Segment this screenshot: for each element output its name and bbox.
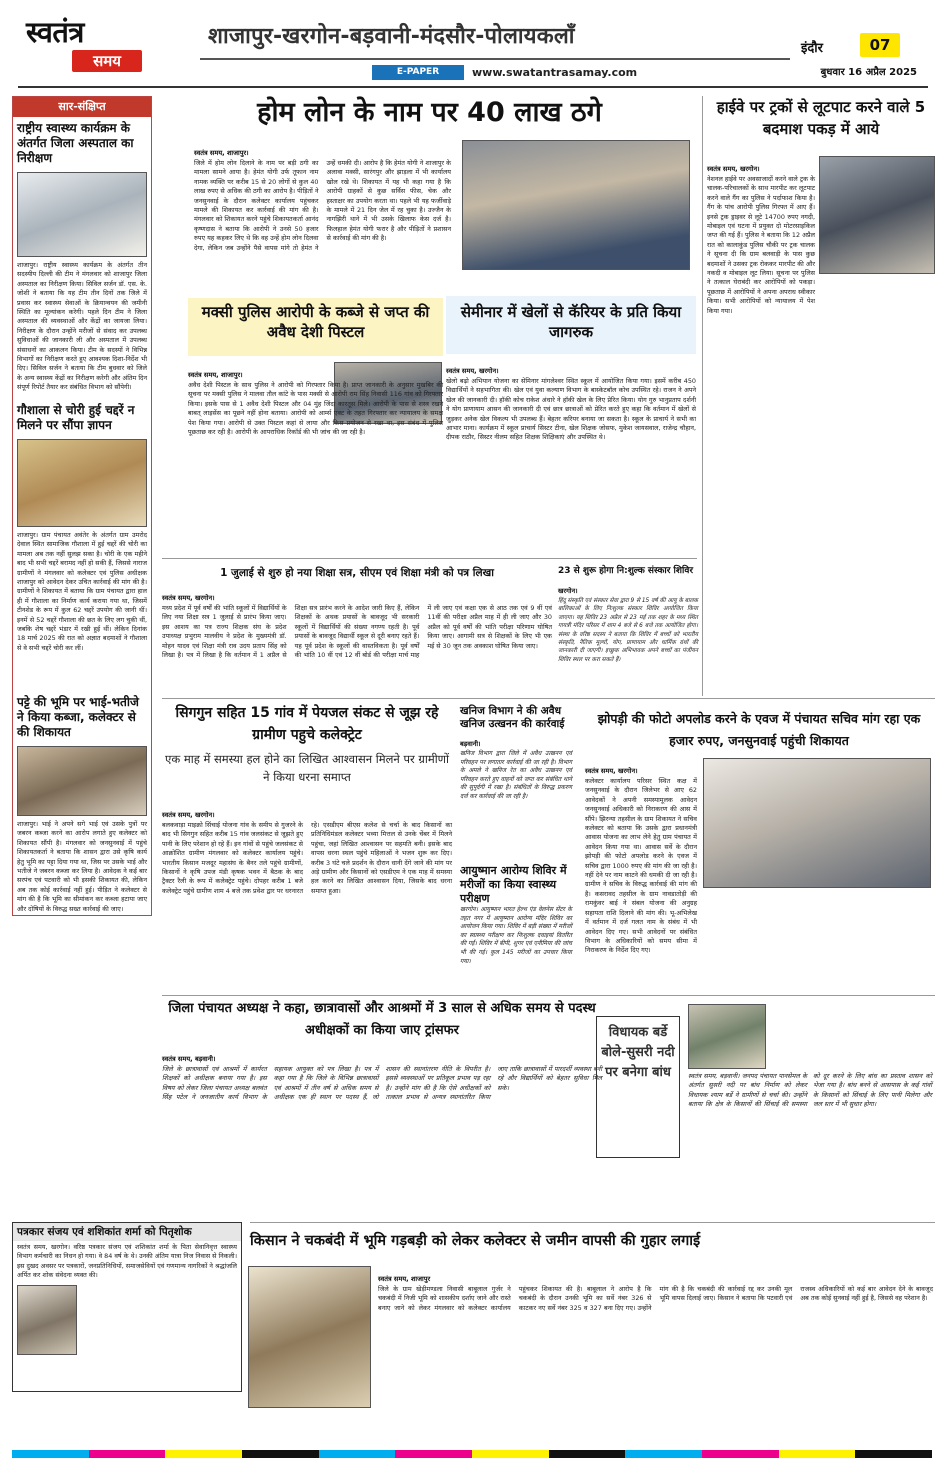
panchayat-byline: स्वतंत्र समय, बड़वानी। <box>162 1055 216 1063</box>
obituary-photo <box>17 1285 77 1355</box>
logo <box>26 16 146 76</box>
camp-byline: खरगोन। <box>558 587 578 595</box>
highway-photo <box>819 156 935 274</box>
mining-headline: खनिज विभाग ने की अवैध खनिज उत्खनन की कार्रवाई <box>460 705 565 730</box>
sidebar-story1-text: शाजापुर। राष्ट्रीय स्वास्थ्य कार्यक्रम के अंतर्गत तीन सदस्यीय दिल्ली की टीम ने मंगलवार को शाजापुर जिला अस्पताल का निरीक्षण किया। सिविल सर्जन डॉ. एस. के. जोशी ने बताया कि यह टीम तीन दिनों तक जिले में प्रवास कर स्वास्थ्य सेवाओं के क्रियान्वयन की जमीनी स्थिति का मूल्यांकन करेगी। पहले दिन टीम ने जिला अस्पताल की व्यवस्थाओं और केंद्रों का जायजा लिया। निरीक्षण के दौरान उन्होंने मरीजों से संवाद कर उपलब्ध सुविधाओं की जानकारी ली और अस्पताल में उपलब्ध संसाधनों का आकलन किया। टीम के सदस्यों ने विभिन्न विभागों का निरीक्षण करते हुए आवश्यक दिशा-निर्देश भी दिए। सिविल सर्जन ने बताया कि टीम बुधवार को जिले के अन्य स्वास्थ्य केंद्रों का निरीक्षण करेगी और अंतिम दिन संपूर्ण रिपोर्ट तैयार कर संबंधित विभाग को सौंपेगी। <box>17 261 147 392</box>
school-text: मध्य प्रदेश में पूर्व वर्षों की भांति स्कूलों में विद्यार्थियों के लिए नया शिक्षा सत्र 1 जुलाई से प्रारंभ किया जाए। इस आशय का पत्र राज्य शिक्षक संघ के प्रदेश उपाध्यक्ष प्रभुराम मालवीय ने प्रदेश के मुख्यमंत्री डॉ. मोहन यादव एवं शिक्षा मंत्री राव उदय प्रताप सिंह को लिखा है। पत्र में लिखा है कि वर्तमान में 1 अप्रैल से शिक्षा सत्र प्रारंभ करने के आदेश जारी किए हैं, लेकिन शिक्षकों के अथक प्रयासों के बावजूद भी सरकारी स्कूलों में विद्यार्थियों की संख्या नगण्य रहती है। पूर्व प्रयासों के बावजूद विद्यार्थी स्कूल से दूरी बनाए रहते हैं। यह पूर्व प्रदेश के स्कूलों की वास्तविकता है। पूर्व वर्षों की भांति 10 वीं एवं 12 वीं बोर्ड की परीक्षा मार्च माह में ली जाए एवं कक्षा एक से आठ तक एवं 9 वीं एवं 11वीं की परीक्षा अप्रैल माह में ही ली जाए और 30 अप्रैल को पूर्व वर्षों की भांति परीक्षा परिणाम घोषित किया जाए। आगामी सत्र से शिक्षकों के लिए भी एक मई से 30 जून तक अवकाश घोषित किया जाए। <box>162 604 552 660</box>
panchayat-headline: जिला पंचायत अध्यक्ष ने कहा, छात्रावासों और आश्रमों में 3 साल से अधिक समय से पदस्थ अधीक्षकों का किया जाए ट्रांसफर <box>168 1001 596 1038</box>
sidebar-story1-headline: राष्ट्रीय स्वास्थ्य कार्यक्रम के अंतर्गत जिला अस्पताल का निरीक्षण <box>17 121 134 165</box>
lead-text: जिले में होम लोन दिलाने के नाम पर बड़ी ठगी का मामला सामने आया है। हेमंत योगी उर्फ तूफान नाम नामक व्यक्ति पर करीब 15 से 20 लोगों से कुल 40 लाख रुपए से अधिक की ठगी का आरोप है। पीड़ितों ने जनसुनवाई के दौरान कलेक्टर कार्यालय पहुंचकर मामले की शिकायत कर कार्रवाई की मांग की है। मंगलवार को शिकायत करने पहुंचे शिकायतकर्ता आनंद कृष्णदास ने बताया कि आरोपी ने उनसे 50 हजार रुपए यह कहकर लिए थे कि वह उन्हें होम लोन दिलवा देगा, लेकिन जब उन्होंने पैसे वापस मांगे तो हेमंत ने उन्हें धमकी दी। आरोप है कि हेमंत योगी ने शाजापुर के अलावा मक्सी, सारंगपुर और झाड़ला में भी कार्यालय खोल रखे थे। शिकायत में यह भी कहा गया है कि आरोपी ग्राहकों से कुछ सर्विस फीस, चेक और हस्ताक्षर का उपयोग करता था। पहले भी यह फर्जीवाड़े के मामले में 21 दिन जेल में रह चुका है। उज्जैन के नागझिरी थाने में भी उसके खिलाफ केस दर्ज है। फिलहाल हेमंत योगी फरार है और पीड़ितों ने प्रशासन से कार्रवाई की मांग की है। <box>194 159 451 252</box>
pistol-headline-box <box>188 298 443 356</box>
hut-photo-text-cont <box>703 892 931 982</box>
water-byline: स्वतंत्र समय, खरगोन। <box>162 811 215 819</box>
obituary <box>12 1222 242 1392</box>
seminar-headline: सेमीनार में खेलों से कॅरियर के प्रति किया जागरुक <box>460 303 682 341</box>
color-calibration-bar <box>12 1450 932 1458</box>
school-story <box>162 565 552 690</box>
pistol-headline: मक्सी पुलिस आरोपी के कब्जे से जप्त की अवैध देशी पिस्टल <box>201 303 430 341</box>
sidebar-section-title: सार-संक्षिप्त <box>58 100 106 113</box>
divider-1 <box>702 96 703 696</box>
obituary-text: स्वतंत्र समय, खरगोन। वरिष्ठ पत्रकार संजय एवं शशिकांत शर्मा के पिता सेवानिवृत्त स्वास्थ्य विभाग कर्मचारी का निधन हो गया। वे 84 वर्ष के थे। उनकी अंतिम यात्रा निज निवास से निकली। इस दुखद अवसर पर पत्रकारों, जनप्रतिनिधियों, समाजसेवियों एवं गणमान्य नागरिकों ने श्रद्धांजलि अर्पित कर शोक संवेदना व्यक्त की। <box>17 1243 237 1280</box>
epaper-badge <box>372 65 464 80</box>
dam-quote: विधायक बर्डे बोले-सुसरी नदी पर बनेगा बांध <box>601 1025 675 1080</box>
water-text: बलकवाड़ा माइक्रो सिंचाई योजना गांव के समीप से गुजरने के बाद भी सिगगुन सहित करीब 15 गांव जलसंकट से जूझते हुए पानी के लिए परेशान हो रहे हैं। इन गांवों से पहुंचे जलसंकट से आक्रोशित ग्रामीण मंगलवार को कलेक्टर कार्यालय पहुंचे। भारतीय किसान मजदूर महासंघ के बैनर तले पहुंचे ग्रामीणों, किसानों ने कृषि उपज मंडी कृषक भवन में बैठक के बाद ट्रैक्टर रैली के रूप में कलेक्ट्रेट पहुंचे। दोपहर करीब 1 बजे कलेक्ट्रेट पहुंचे ग्रामीण शाम 4 बजे तक प्रवेश द्वार पर धरनारत रहे। एसडीएम बीएस कलेश से चर्चा के बाद किसानों का प्रतिनिधिमंडल कलेक्टर भव्या मित्तल से उनके चेंबर में मिलने पहुंचा, जहां लिखित आश्वासन पर सहमति बनी। इसके बाद वापस धरना स्थल पहुंचे महिलाओं ने भजन शुरू कर दिए। करीब 3 घंटे चले प्रदर्शन के दौरान धानी देंगे जाने की मांग पर अड़े ग्रामीण और किसानों को एसडीएम ने एक माह में समस्या हल करने का लिखित आश्वासन दिया, जिसके बाद धरना समाप्त हुआ। <box>162 821 452 895</box>
epaper-label: E-PAPER <box>396 67 440 77</box>
health-text: खरगोन। आयुष्मान भारत हेल्थ एंड वेलनेस सेंटर के तहत नगर में आयुष्मान आरोग्य मंदिर शिविर का आयोजन किया गया। शिविर में बड़ी संख्या में मरीजों का स्वास्थ्य परीक्षण कर निःशुल्क दवाइयां वितरित की गईं। शिविर में बीपी, शुगर एवं एनीमिया की जांच भी की गई। कुल 145 मरीजों का उपचार किया गया। <box>460 906 572 965</box>
lead-story <box>162 96 697 252</box>
mining-story <box>460 705 572 995</box>
sidebar-story1-photo <box>17 172 147 257</box>
edition-title: शाजापुर-खरगोन-बड़वानी-मंदसौर-पोलायकलाँ <box>208 24 575 49</box>
hut-photo-image <box>703 758 931 888</box>
website-link[interactable]: www.swatantrasamay.com <box>472 66 638 79</box>
lead-headline: होम लोन के नाम पर 40 लाख ठगे <box>257 97 602 128</box>
camp-story <box>558 565 698 690</box>
mining-text: खनिज विभाग द्वारा जिले में अवैध उत्खनन एवं परिवहन पर लगातार कार्रवाई की जा रही है। विभाग के अमले ने खनिज रेत का अवैध उत्खनन एवं परिवहन करते हुए वाहनों को जप्त कर संबंधित थाने की सुपुर्दगी में रखा है। संबंधितों के विरुद्ध प्रकरण दर्ज कर कार्रवाई की जा रही है। <box>460 750 572 800</box>
highway-headline: हाईवे पर ट्रकों से लूटपाट करने वाले 5 बदमाश पकड़ में आये <box>716 98 926 138</box>
highway-byline: स्वतंत्र समय, खरगोन। <box>707 165 760 173</box>
farmer-photo <box>248 1266 371 1408</box>
farmer-story <box>250 1230 935 1445</box>
divider-5 <box>162 698 935 699</box>
health-headline: आयुष्मान आरोग्य शिविर में मरीजों का किया स्वास्थ्य परीक्षण <box>460 864 567 905</box>
page-number-badge <box>860 33 900 57</box>
masthead-bottom-rule <box>18 86 928 88</box>
logo-bottom: समय <box>93 52 121 70</box>
page-number: 07 <box>869 36 891 54</box>
mining-byline: बड़वानी। <box>460 740 481 748</box>
divider-2 <box>162 558 697 559</box>
panchayat-text: जिले के छात्रावासों एवं आश्रमों में कार्यरत शिक्षकों को अधीक्षक बनाया गया है। इस विषय को लेकर जिला पंचायत अध्यक्ष बलवंत सिंह पटेल ने जनजातीय कार्य विभाग के सहायक आयुक्त को पत्र लिखा है। पत्र में कहा गया है कि जिले के विभिन्न छात्रावासों एवं आश्रमों में तीन वर्ष से अधिक समय से अधीक्षक एक ही स्थान पर पदस्थ हैं, जो शासन की स्थानांतरण नीति के विपरीत है। इससे व्यवस्थाओं पर प्रतिकूल प्रभाव पड़ रहा है। उन्होंने मांग की है कि ऐसे अधीक्षकों को तत्काल प्रभाव से अन्यत्र स्थानांतरित किया जाए ताकि छात्रावासों में पारदर्शी व्यवस्था बनी रहे और विद्यार्थियों को बेहतर सुविधा मिल सके। <box>162 1065 602 1102</box>
seminar-story <box>446 246 696 551</box>
dam-quote-box <box>596 1016 680 1158</box>
sidebar-story2-text: शाजापुर। ग्राम पंचायत अवंतेर के अंतर्गत ग्राम उमरोद देवाल स्थित सामाजिक गौशाला में हुई चद्दरें की चोरी का मामला अब तक नहीं सुलझ सका है। चोरी के एक महीने बाद भी सभी चद्दरें बरामद नहीं हो सकी हैं, जिससे नाराज ग्रामीणों ने मंगलवार को कलेक्टर एवं पुलिस अधीक्षक शाजापुर को आवेदन देकर उचित कार्रवाई की मांग की है। ग्रामीणों ने शिकायत में बताया कि ग्राम पंचायत द्वारा हाल ही में गौशाला का निर्माण कार्य कराया गया था, जिसमें टीनशेड के रूप में कुल 62 चद्दरें उपयोग की जानी थीं। इनमें से 52 चद्दरें गौशाला की छत के लिए लग चुकी थीं, जबकि शेष चद्दरें भंडार में रखी हुई थीं। लेकिन दिनांक 18 मार्च 2025 की रात को अज्ञात बदमाशों ने गौशाला से वे सभी चद्दरें चोरी कर लीं। <box>17 531 147 652</box>
edition-city: इंदौर <box>801 41 823 56</box>
sidebar-section-header <box>13 97 151 117</box>
pistol-body <box>188 362 443 531</box>
sidebar-story3-photo <box>17 746 147 816</box>
sidebar-story2-photo <box>17 439 147 527</box>
seminar-text: खेलो बढ़ो अभियान योजना का सेमिनार मांगलेश्वर स्थित स्कूल में आयोजित किया गया। इसमें करीब 450 विद्यार्थियों ने सहभागिता की। खेल एवं युवा कल्याण विभाग के बास्केटबॉल कोच उपस्थित रहे। राजन ने अपने खेल की जानकारी दी। हॉकी कोच राकेश अंधारे ने हॉकी खेल के लिए प्रेरित किया। योग गुरु भानुप्रताप दर्शनी ने योग प्राणायाम आसन की जानकारी दी एवं छात्र छात्राओं को प्रेरित करते हुए कहा कि वर्तमान में खेलों से जुड़कर अनेक खेल विकल्प भी उपलब्ध हैं। बेहतर करियर बनाया जा सकता है। स्कूल के प्राचार्य ने सभी का आभार माना। कार्यक्रम में स्कूल प्राचार्य सिस्टर टीना, खेल शिक्षक जोसफ, मुकेश जायसवाल, राजेन्द्र चौहान, दीपक राठौर, सिस्टर नीलम सहित शिक्षक शिक्षिकाएं और उपस्थित थे। <box>446 377 696 442</box>
logo-bottom-badge <box>72 50 142 72</box>
seminar-headline-box <box>446 296 696 354</box>
camp-headline: 23 से शुरू होगा नि:शुल्क संस्कार शिविर <box>558 566 694 576</box>
seminar-byline: स्वतंत्र समय, खरगोन। <box>446 367 499 375</box>
lead-byline: स्वतंत्र समय, शाजापुर। <box>194 149 249 157</box>
dam-story <box>596 998 933 1213</box>
logo-top: स्वतंत्र <box>26 15 84 49</box>
hut-photo-headline: झोपड़ी की फोटो अपलोड करने के एवज में पंचायत सचिव मांग रहा एक हजार रुपए, जनसुनवाई पहुंची शिकायत <box>597 711 921 748</box>
issue-date: बुधवार 16 अप्रैल 2025 <box>820 67 917 78</box>
water-headline: सिगगुन सहित 15 गांव में पेयजल संकट से जूझ रहे ग्रामीण पहुचे कलेक्ट्रेट <box>175 705 439 743</box>
sidebar-story2-headline: गौशाला से चोरी हुई चद्दरें न मिलने पर सौंपा ज्ञापन <box>17 403 135 432</box>
farmer-byline: स्वतंत्र समय, शाजापुर <box>378 1275 431 1283</box>
water-subhead: एक माह में समस्या हल होने का लिखित आश्वासन मिलने पर ग्रामीणों ने किया धरना समाप्त <box>165 752 449 784</box>
dam-text: स्वतंत्र समय, बड़वानी। जनपद पंचायत पानसेमल के अंतर्गत सुसरी नदी पर बांध निर्माण को लेकर विधायक श्याम बर्डे ने ग्रामीणों से चर्चा की। उन्होंने बताया कि क्षेत्र के किसानों की सिंचाई की समस्या को दूर करने के लिए बांध का प्रस्ताव शासन को भेजा गया है। बांध बनने से आसपास के कई गांवों के किसानों को सिंचाई के लिए पानी मिलेगा और जल स्तर में भी सुधार होगा। <box>688 1072 932 1109</box>
hut-photo-byline: स्वतंत्र समय, खरगोन। <box>585 767 638 775</box>
farmer-headline: किसान ने चकबंदी में भूमि गड़बड़ी को लेकर कलेक्टर से जमीन वापसी की गुहार लगाई <box>250 1233 701 1249</box>
school-headline: 1 जुलाई से शुरु हो नया शिक्षा सत्र, सीएम एवं शिक्षा मंत्री को पत्र लिखा <box>220 567 494 579</box>
school-byline: स्वतंत्र समय, खरगोन। <box>162 594 215 602</box>
pistol-text: अवैध देशी पिस्टल के साथ पुलिस ने आरोपी को गिरफ्तार किया है। प्राप्त जानकारी के अनुसार मुखबिर की सूचना पर मक्सी पुलिस ने मालवा तौल कांटे के पास मक्सी से आरोपी राम सिंह निवासी 116 गांव को गिरफ्तार किया। इसके पास से 1 अवैध देशी पिस्टल और 04 मुंह जिंदा कारतूस मिले। आरोपी के पास से शस्त्र रखने बाबत् लाइसेंस का पूछने नहीं होना बताया। आरोपी को आर्म्स एक्ट के तहत गिरफ्तार कर न्यायालय के समक्ष पेश किया गया। आरोपी से उक्त पिस्टल कहां से लाया और किस प्रयोजन से रखा था, इस संबंध में पुलिस पूछताछ कर रही है। आरोपी के आपराधिक रिकॉर्ड की भी जांच की जा रही है। <box>188 381 443 437</box>
pistol-byline: स्वतंत्र समय, शाजापुर। <box>188 371 243 379</box>
hut-photo-text: कलेक्टर कार्यालय परिसर स्थित कक्ष में जनसुनवाई के दौरान जिलेभर से आए 62 आवेदकों ने अपनी समस्यामूलक आवेदन जनसुनवाई अधिकारी को निराकरण की आस में सौंपे। झिरन्या तहसील के ग्राम शिकायत ने सचिव कलेक्टर को बताया कि उसके द्वारा प्रधानमंत्री आवास योजना का लाभ लेने हेतु ग्राम पंचायत में आवेदन किया गया था। आवास सर्वे के दौरान झोपड़ी की फोटो अपलोड करने के एवज में सचिव द्वारा 1000 रुपए की मांग की जा रही है। नहीं देने पर नाम काटने की धमकी दी जा रही है। ग्रामीण ने सचिव के विरुद्ध कार्रवाई की मांग की है। कसरावद तहसील के ग्राम नावडातोड़ी की रामकुंवर बाई ने संबल योजना की अनुग्रह सहायता राशि दिलाने की मांग की। भू-अभिलेख में वर्तमान में दर्ज गलत नाम के संबंध में भी आवेदन दिए गए। सभी आवेदनों पर संबंधित विभाग के अधिकारियों को समय सीमा में निराकरण के निर्देश दिए गए। <box>585 777 697 955</box>
sidebar-story3-headline: पट्टे की भूमि पर भाई-भतीजे ने किया कब्जा, कलेक्टर से की शिकायत <box>17 695 139 739</box>
highway-text: नेशनल हाईवे पर अवसाजादों करने वाले ट्रक के चालक-परिचालकों के साथ मारपीट कर लूटपाट करने वाले गैंग का पुलिस ने पर्दाफाश किया है। गैंग के पांच आरोपी पुलिस गिरफ्त में आए हैं। इनसे ट्रक ड्राइवर से लूटे 14700 रुपए नगदी, मोबाइल एवं घटना में प्रयुक्त दो मोटरसाइकिल जप्त की गई हैं। पुलिस ने बताया कि 12 अप्रैल रात को कालाकुंड पुलिस चौकी पर ट्रक चालक ने सूचना दी कि ग्राम बलवाड़ी के पास कुछ बदमाशों ने उसका ट्रक रोककर मारपीट की और नकदी व मोबाइल लूट लिया। सूचना पर पुलिस ने तत्काल घेराबंदी कर आरोपियों को पकड़ा। पूछताछ में आरोपियों ने अपना अपराध स्वीकार किया। सभी आरोपियों को न्यायालय में पेश किया गया। <box>707 175 815 315</box>
farmer-body <box>378 1266 933 1425</box>
pistol-story <box>188 298 443 560</box>
hut-photo-story <box>585 708 933 988</box>
dam-photo <box>688 1004 766 1069</box>
camp-text: हिंदू संस्कृति एवं संस्कार सेवा द्वारा 9 से 15 वर्ष की आयु के बालक बालिकाओं के लिए निःशुल्क संस्कार शिविर आयोजित किया जाएगा। यह शिविर 23 अप्रैल से 23 मई तक शहर के मध्य स्थित गायत्री मंदिर परिसर में शाम 4 बजे से 6 बजे तक आयोजित होगा। संस्था के वरिष्ठ सदस्य ने बताया कि शिविर में बच्चों को भारतीय संस्कृति, नैतिक मूल्यों, योग, प्राणायाम और धार्मिक ग्रंथों की जानकारी दी जाएगी। इच्छुक अभिभावक अपने बच्चों का पंजीयन शिविर स्थल पर करा सकते हैं। <box>558 598 698 663</box>
divider-3 <box>162 995 935 996</box>
masthead-rule <box>200 58 790 60</box>
divider-4 <box>250 1222 935 1223</box>
farmer-text: जिले के ग्राम खेड़ीमण्डला निवासी बाबूलाल गुर्जर ने चकबंदी में निजी भूमि को शासकीय दर्शाए जाने और रास्ते बनाए जाने को लेकर मंगलवार को कलेक्टर कार्यालय पहुंचकर शिकायत की है। बाबूलाल ने आरोप है कि चकबंदी के दौरान उनकी भूमि का सर्वे नंबर 326 से काटकर नए सर्वे नंबर 325 व 327 बना दिए गए। उन्होंने मांग की है कि चकबंदी की कार्रवाई रद्द कर उनकी मूल भूमि वापस दिलाई जाए। किसान ने बताया कि पटवारी एवं राजस्व अधिकारियों को कई बार आवेदन देने के बावजूद अब तक कोई सुनवाई नहीं हुई है, जिससे वह परेशान है। <box>378 1285 933 1312</box>
obituary-header <box>13 1223 241 1241</box>
sidebar-story3-text: शाजापुर। भाई ने अपने सगे भाई एवं उसके पुत्रों पर जबरन कब्जा करने का आरोप लगाते हुए कलेक्टर को शिकायत सौंपी है। मंगलवार को जनसुनवाई में पहुंचे शिकायतकर्ता ने बताया कि शासन द्वारा उसे कृषि कार्य हेतु भूमि का पट्टा दिया गया था, जिस पर उसके भाई और भतीजे ने जबरन कब्जा कर लिया है। आवेदक ने कई बार सरपंच एवं पटवारी को भी इसकी शिकायत की, लेकिन अब तक कोई कार्रवाई नहीं हुई। पीड़ित ने कलेक्टर से मांग की है कि भूमि का सीमांकन कर कब्जा हटाया जाए और दोषियों के विरुद्ध सख्त कार्रवाई की जाए। <box>17 820 147 913</box>
seminar-body <box>446 354 696 549</box>
highway-story <box>707 96 935 696</box>
obituary-title: पत्रकार संजय एवं शशिकांत शर्मा को पितृशोक <box>17 1226 192 1238</box>
highway-body <box>707 156 815 695</box>
sidebar <box>12 96 152 916</box>
